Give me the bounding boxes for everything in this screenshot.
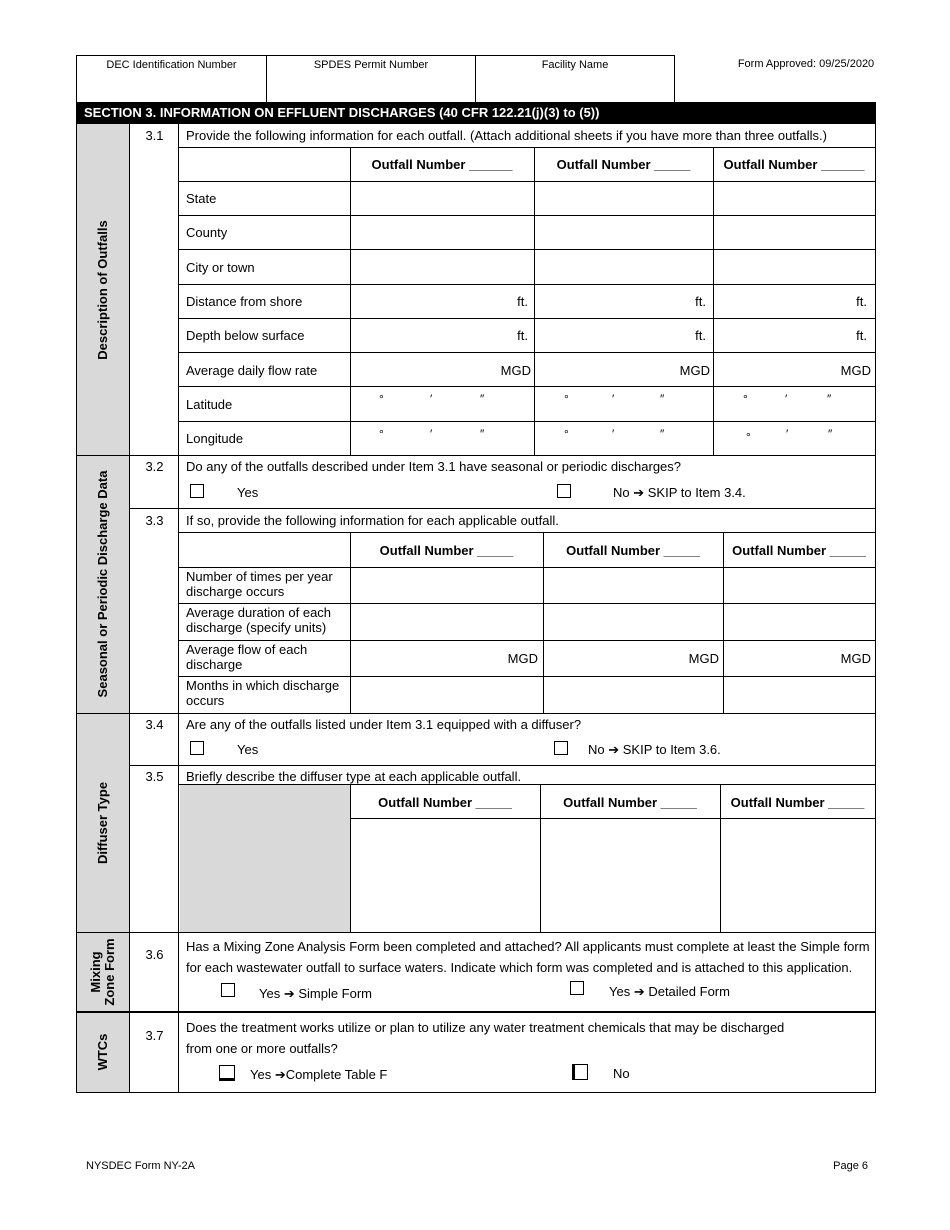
- item-3-5-number: 3.5: [145, 769, 164, 784]
- second-symbol: ″: [480, 392, 485, 406]
- divider-3-4: [76, 713, 876, 714]
- sidebar-wtcs-label: WTCs: [95, 1033, 110, 1070]
- unit-mgd: MGD: [688, 651, 719, 666]
- row-label-state: State: [186, 191, 217, 206]
- degree-symbol: °: [564, 427, 569, 441]
- divider-3-2: [76, 455, 876, 456]
- item-3-3-text: If so, provide the following information for each applicable outfall.: [186, 513, 559, 528]
- divider-3-7: [76, 1011, 876, 1013]
- divider-3-3: [130, 508, 876, 509]
- item-3-2-number: 3.2: [145, 459, 164, 474]
- row-label-flow: Average daily flow rate: [186, 363, 318, 378]
- item-3-2-yes-label: Yes: [237, 485, 259, 500]
- outfall-number-header[interactable]: Outfall Number _____: [566, 543, 700, 558]
- facility-label: Facility Name: [541, 59, 609, 71]
- checkbox-simple-form[interactable]: [221, 983, 235, 997]
- item-3-5-text: Briefly describe the diffuser type at each applicable outfall.: [186, 769, 522, 784]
- row-label-county: County: [186, 225, 228, 240]
- item-3-6-number: 3.6: [145, 947, 164, 962]
- outfall-number-header[interactable]: Outfall Number _____: [732, 543, 866, 558]
- degree-symbol: °: [746, 430, 751, 444]
- unit-ft: ft.: [517, 294, 528, 309]
- divider-3-6: [76, 932, 876, 933]
- degree-symbol: °: [379, 427, 384, 441]
- item-3-6-opt1-label: Yes ➔ Simple Form: [259, 986, 373, 1001]
- row-label-city: City or town: [186, 260, 255, 275]
- sidebar-wtcs: [76, 1011, 130, 1092]
- degree-symbol: °: [743, 392, 748, 406]
- mixing-line2: Zone Form: [102, 937, 117, 1006]
- item-3-1-number: 3.1: [145, 128, 164, 143]
- t35-line: [179, 784, 876, 785]
- form-approved-date: Form Approved: 09/25/2020: [737, 58, 875, 70]
- t31-vline: [350, 147, 351, 455]
- sidebar-mixing: [76, 932, 130, 1011]
- item-3-4-no-label: No ➔ SKIP to Item 3.6.: [588, 742, 721, 757]
- minute-symbol: ′: [785, 392, 788, 406]
- footer-form-name: NYSDEC Form NY-2A: [86, 1160, 196, 1172]
- row-label-duration: Average duration of each discharge (specify units): [186, 605, 332, 635]
- section-title: SECTION 3. INFORMATION ON EFFLUENT DISCHARGES (40 CFR 122.21(j)(3) to (5)): [76, 102, 876, 124]
- t35-line: [350, 818, 876, 819]
- row-label-times-per-year: Number of times per year discharge occurs: [186, 569, 333, 599]
- unit-ft: ft.: [856, 294, 867, 309]
- item-3-7-yes-label: Yes ➔Complete Table F: [250, 1067, 388, 1082]
- minute-symbol: ′: [612, 427, 615, 441]
- t33-line: [179, 603, 876, 604]
- item-3-4-number: 3.4: [145, 717, 164, 732]
- divider-3-5: [130, 765, 876, 766]
- item-3-7-text-line2: from one or more outfalls?: [186, 1041, 338, 1056]
- t33-vline: [543, 532, 544, 713]
- row-label-depth: Depth below surface: [186, 328, 305, 343]
- item-3-6-opt2-label: Yes ➔ Detailed Form: [609, 984, 730, 999]
- dec-id-field[interactable]: [76, 55, 266, 102]
- spdes-label: SPDES Permit Number: [313, 59, 429, 71]
- item-3-7-no-label: No: [613, 1066, 630, 1081]
- degree-symbol: °: [564, 392, 569, 406]
- unit-ft: ft.: [695, 328, 706, 343]
- t33-vline: [723, 532, 724, 713]
- t31-line: [179, 147, 876, 148]
- row-label-avg-flow: Average flow of each discharge: [186, 642, 308, 672]
- degree-symbol: °: [379, 392, 384, 406]
- minute-symbol: ′: [612, 392, 615, 406]
- bottom-border: [76, 1092, 876, 1093]
- outfall-number-header[interactable]: Outfall Number _____: [379, 543, 514, 558]
- item-3-2-no-label: No ➔ SKIP to Item 3.4.: [613, 485, 746, 500]
- unit-mgd: MGD: [500, 363, 531, 378]
- item-3-4-yes-label: Yes: [237, 742, 259, 757]
- second-symbol: ″: [660, 392, 665, 406]
- t33-line: [179, 676, 876, 677]
- item-3-7-text-line1: Does the treatment works utilize or plan to utilize any water treatment chemicals that may be discharged: [186, 1020, 785, 1035]
- footer-page-number: Page 6: [833, 1160, 868, 1172]
- t33-line: [179, 567, 876, 568]
- t33-vline: [350, 532, 351, 713]
- t31-vline: [534, 147, 535, 455]
- minute-symbol: ′: [430, 427, 433, 441]
- item-3-7-number: 3.7: [145, 1028, 164, 1043]
- checkbox-3-7-no[interactable]: [572, 1064, 588, 1080]
- checkbox-3-7-yes[interactable]: [219, 1065, 235, 1081]
- t31-line: [179, 386, 876, 387]
- sidebar-outfalls-label: Description of Outfalls: [95, 219, 110, 360]
- t33-line: [179, 532, 876, 533]
- identification-header: [76, 55, 876, 102]
- sidebar-seasonal: [76, 455, 130, 713]
- item-3-1-text: Provide the following information for each outfall. (Attach additional sheets if you have more than three outfalls.): [186, 128, 827, 143]
- checkbox-detailed-form[interactable]: [570, 981, 584, 995]
- sidebar-mixing-label: [89, 938, 117, 1005]
- t31-line: [179, 181, 876, 182]
- row-label-longitude: Longitude: [186, 431, 244, 446]
- t31-vline: [713, 147, 714, 455]
- diffuser-label-cell: [180, 785, 350, 932]
- item-3-4-text: Are any of the outfalls listed under Item 3.1 equipped with a diffuser?: [186, 717, 582, 732]
- checkbox-3-2-yes[interactable]: [190, 484, 204, 498]
- row-label-latitude: Latitude: [186, 397, 233, 412]
- t31-line: [179, 284, 876, 285]
- spdes-permit-field[interactable]: [266, 55, 475, 102]
- t31-line: [179, 352, 876, 353]
- unit-ft: ft.: [856, 328, 867, 343]
- second-symbol: ″: [480, 427, 485, 441]
- mixing-line1: Mixing: [88, 950, 103, 993]
- outfall-number-header[interactable]: Outfall Number _____: [730, 795, 865, 810]
- item-3-2-text: Do any of the outfalls described under Item 3.1 have seasonal or periodic discharges?: [186, 459, 682, 474]
- outfall-number-header[interactable]: Outfall Number ______: [723, 157, 865, 172]
- unit-mgd: MGD: [507, 651, 538, 666]
- outfall-number-header[interactable]: Outfall Number ______: [371, 157, 513, 172]
- unit-mgd: MGD: [840, 651, 871, 666]
- sidebar-outfalls: [76, 124, 130, 455]
- t33-line: [179, 640, 876, 641]
- outfall-number-header[interactable]: Outfall Number _____: [378, 795, 512, 810]
- outfall-number-header[interactable]: Outfall Number _____: [563, 795, 697, 810]
- t31-line: [179, 421, 876, 422]
- sidebar-diffuser-label: Diffuser Type: [95, 781, 110, 864]
- sidebar-diffuser: [76, 713, 130, 932]
- right-border: [875, 124, 876, 1092]
- item-3-6-text-line1: Has a Mixing Zone Analysis Form been completed and attached? All applicants must complete at least the Simple form: [186, 939, 870, 954]
- second-symbol: ″: [828, 427, 833, 441]
- row-label-months: Months in which discharge occurs: [186, 678, 340, 708]
- t31-line: [179, 249, 876, 250]
- sidebar-seasonal-label: Seasonal or Periodic Discharge Data: [95, 470, 110, 698]
- minute-symbol: ′: [786, 427, 789, 441]
- unit-mgd: MGD: [840, 363, 871, 378]
- unit-mgd: MGD: [679, 363, 710, 378]
- second-symbol: ″: [660, 427, 665, 441]
- outfall-number-header[interactable]: Outfall Number _____: [556, 157, 691, 172]
- checkbox-3-4-no[interactable]: [554, 741, 568, 755]
- item-3-3-number: 3.3: [145, 513, 164, 528]
- unit-ft: ft.: [695, 294, 706, 309]
- checkbox-3-4-yes[interactable]: [190, 741, 204, 755]
- dec-id-label: DEC Identification Number: [106, 59, 237, 71]
- t31-line: [179, 318, 876, 319]
- minute-symbol: ′: [430, 392, 433, 406]
- second-symbol: ″: [827, 392, 832, 406]
- item-3-6-text-line2: for each wastewater outfall to surface waters. Indicate which form was completed and is attached to this application.: [186, 960, 853, 975]
- t31-line: [179, 215, 876, 216]
- checkbox-3-2-no[interactable]: [557, 484, 571, 498]
- facility-name-field[interactable]: [475, 55, 675, 102]
- row-label-distance: Distance from shore: [186, 294, 303, 309]
- unit-ft: ft.: [517, 328, 528, 343]
